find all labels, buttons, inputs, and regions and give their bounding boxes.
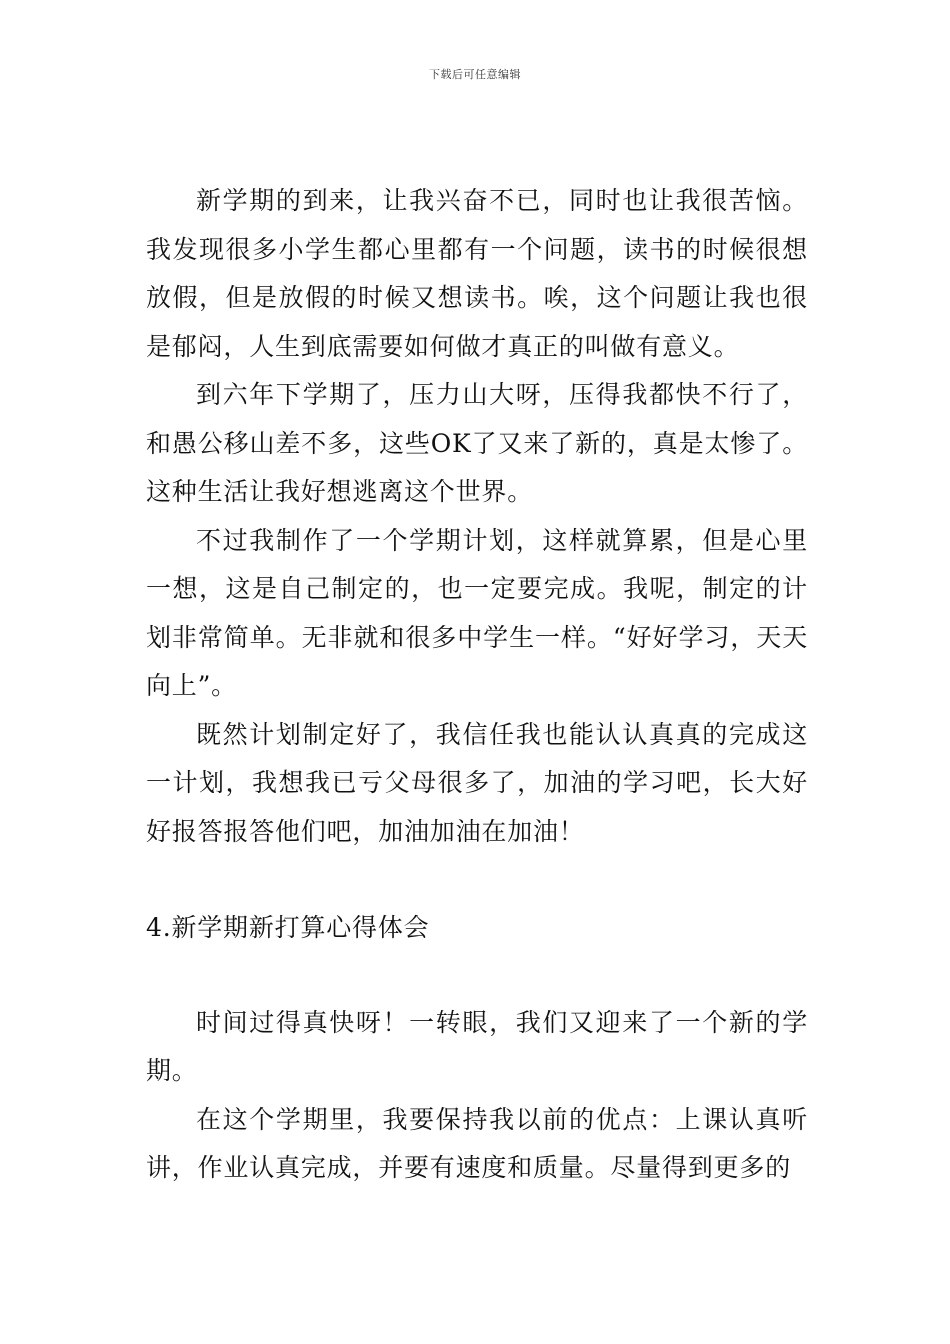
spacer bbox=[146, 953, 808, 999]
paragraph: 新学期的到来，让我兴奋不已，同时也让我很苦恼。我发现很多小学生都心里都有一个问题，读书的时候很想放假，但是放假的时候又想读书。唉，这个问题让我也很是郁闷，人生到底需要如何做才真正的叫做有意义。 bbox=[146, 186, 808, 361]
header-note: 下载后可任意编辑 bbox=[429, 68, 521, 81]
section-title: 4.新学期新打算心得体会 bbox=[146, 913, 430, 942]
paragraph: 既然计划制定好了，我信任我也能认认真真的完成这一计划，我想我已亏父母很多了，加油的学习吧，长大好好报答报答他们吧，加油加油在加油！ bbox=[146, 719, 808, 846]
paragraph: 时间过得真快呀！一转眼，我们又迎来了一个新的学期。 bbox=[146, 1007, 808, 1085]
document-body bbox=[146, 177, 808, 1193]
paragraph: 不过我制作了一个学期计划，这样就算累，但是心里一想，这是自己制定的，也一定要完成。我呢，制定的计划非常简单。无非就和很多中学生一样。“好好学习，天天向上”。 bbox=[146, 525, 808, 700]
paragraph: 在这个学期里，我要保持我以前的优点：上课认真听讲，作业认真完成，并要有速度和质量。尽量得到更多的 bbox=[146, 1104, 808, 1182]
paragraph: 到六年下学期了，压力山大呀，压得我都快不行了，和愚公移山差不多，这些OK了又来了新的，真是太惨了。这种生活让我好想逃离这个世界。 bbox=[146, 380, 808, 506]
spacer bbox=[146, 856, 808, 904]
